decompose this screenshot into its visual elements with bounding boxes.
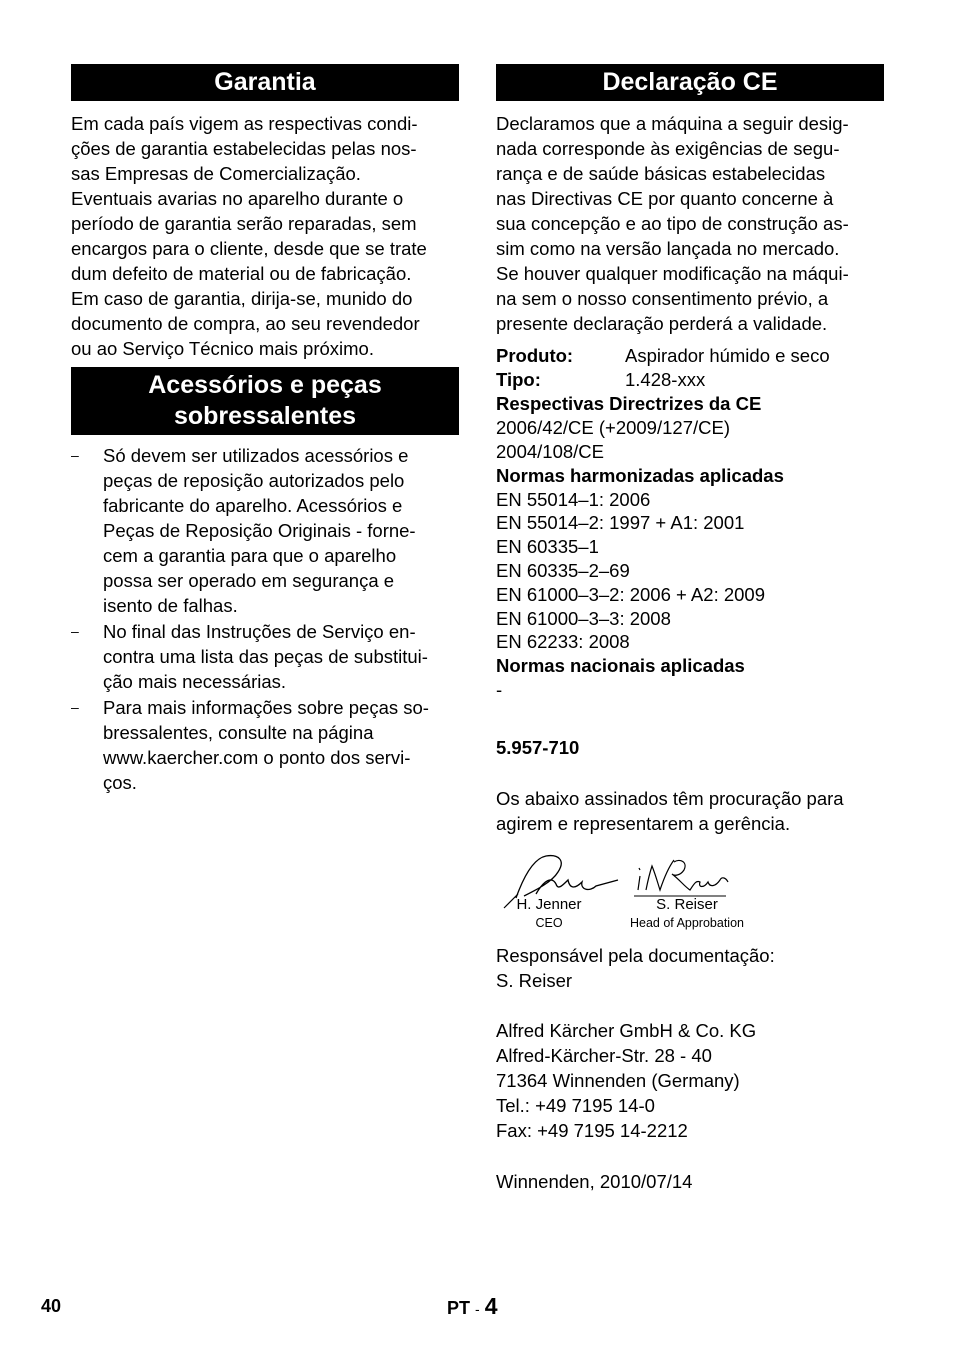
normas-harmonizadas-label: Normas harmonizadas aplicadas [496,464,784,486]
tipo-row: Tipo: 1.428-xxx [496,369,706,390]
dash-bullet: – [71,699,79,715]
signatory-reiser: S. Reiser Head of Approbation [630,895,744,930]
place-date: Winnenden, 2010/07/14 [496,1170,693,1192]
declaracao-heading: Declaração CE [496,64,884,101]
page-number: 40 [41,1296,62,1316]
garantia-text: Em cada país vigem as respectivas condi- ções de garantia estabelecidas pelas nos- sas Empresas de Comercialização. Eventuais avarias no aparelho durante o período de garantia serão reparadas, sem encargos para o cliente, desde que se trate dum defeito de material ou de fabricação. Em caso de garantia, dirija-se, munido do documento de compra, ao seu revendedor ou ao Serviço Técnico mais próximo. [71,113,427,359]
company-address: Alfred Kärcher GmbH & Co. KG Alfred-Kärcher-Str. 28 - 40 71364 Winnenden (Germany) Tel.: +49 7195 14-0 Fax: +49 7195 14-2212 [496,1019,757,1141]
signature-reiser-icon [634,852,734,902]
acessorios-list [71,443,459,795]
acessorios-heading: Acessórios e peças sobressalentes [71,367,459,435]
right-column [496,64,884,1194]
directrizes-label: Respectivas Directrizes da CE [496,393,762,414]
list-item: – Para mais informações sobre peças so- bressalentes, consulte na página www.kaercher.com o ponto dos servi- ços. [71,697,429,793]
product-info: Produto: Aspirador húmido e seco Tipo: 1.428-xxx Respectivas Directrizes da CE 2006/42/CE (+2009/127/CE) 2004/108/CE Normas harmonizadas aplicadas EN 55014–1: 2006 EN 55014–2: 1997 + A1: 2001 EN 60335–1 EN 60335–2–69 EN 61000–3–2: 2006 + A2: 2009 EN 61000–3–3: 2008 EN 62233: 2008 Normas nacionais aplicadas - [496,344,884,702]
responsavel-text: Responsável pela documentação: S. Reiser [496,944,775,991]
dash-bullet: – [71,447,79,463]
dash-bullet: – [71,623,79,639]
normas-nacionais-label: Normas nacionais aplicadas [496,655,745,677]
section-page-label: PT - 4 [447,1293,498,1319]
produto-row: Produto: Aspirador húmido e seco [496,345,830,366]
signatory-jenner: H. Jenner CEO [516,895,582,930]
list-item: – Só devem ser utilizados acessórios e peças de reposição autorizados pelo fabricante do aparelho. Acessórios e Peças de Reposição Originais - forne- cem a garantia para que o aparelho possa ser operado em segurança e isento de falhas. [71,445,416,616]
garantia-heading: Garantia [71,64,459,101]
left-column [71,64,459,796]
declaracao-intro: Declaramos que a máquina a seguir desig- nada corresponde às exigências de segu- rança e de saúde básicas estabelecidas nas Directivas CE por quanto concerne à sua concepção e ao tipo de construção as- sim como na versão lançada no mercado. Se houver qualquer modificação na máqui- na sem o nosso consentimento prévio, a presente declaração perderá a validade. [496,113,849,334]
signatures [496,850,884,945]
list-item: – No final das Instruções de Serviço en- contra uma lista das peças de substitui- ção mais necessárias. [71,621,428,692]
assinados-text: Os abaixo assinados têm procuração para agirem e representarem a gerência. [496,787,844,834]
document-number: 5.957-710 [496,736,580,758]
